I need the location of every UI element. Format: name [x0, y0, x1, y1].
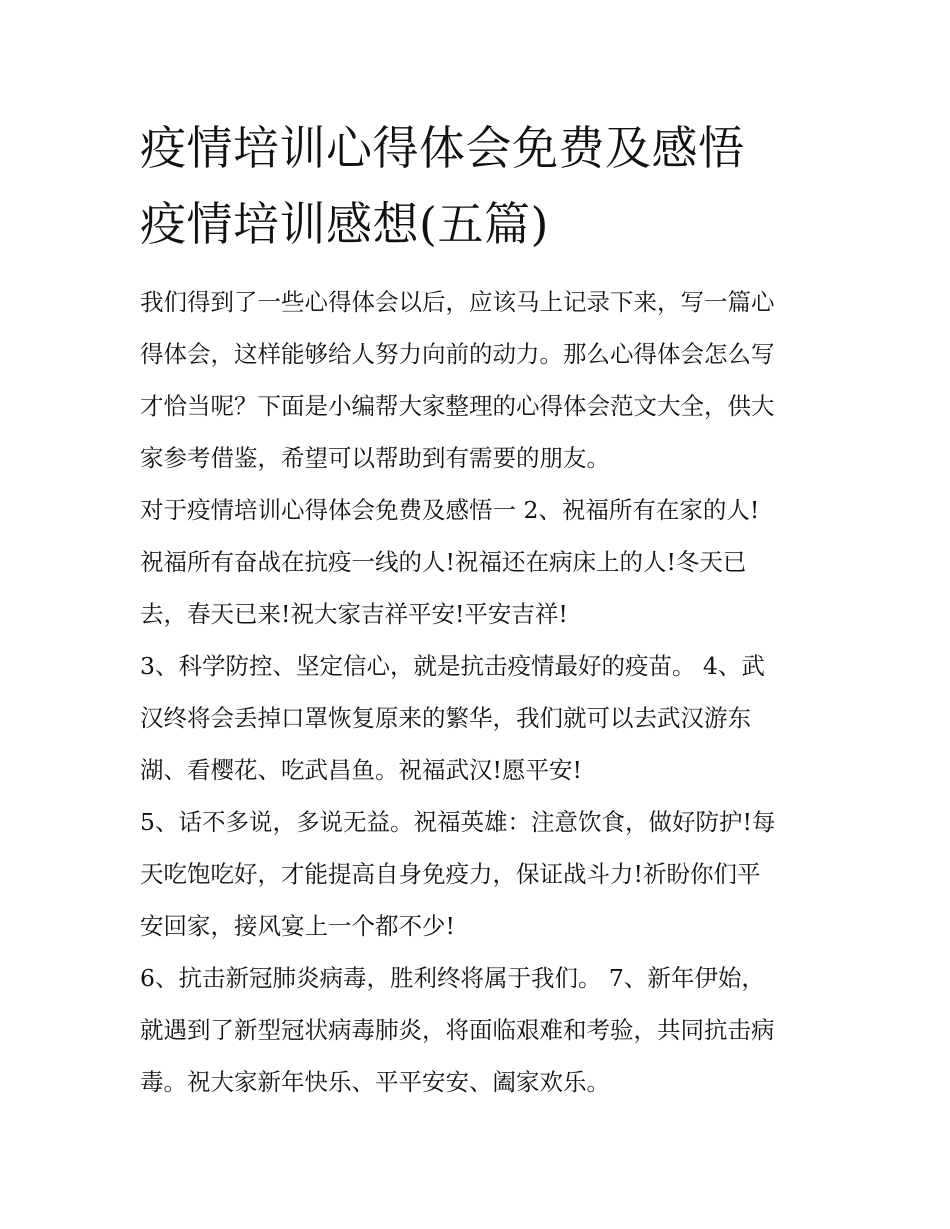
body-line: 毒。祝大家新年快乐、平平安安、阖家欢乐。	[140, 1068, 610, 1096]
body-line: 湖、看樱花、吃武昌鱼。祝福武汉!愿平安!	[140, 756, 582, 784]
body-line: 家参考借鉴，希望可以帮助到有需要的朋友。	[140, 444, 610, 472]
body-line: 我们得到了一些心得体会以后，应该马上记录下来，写一篇心	[140, 288, 775, 316]
body-line: 3、科学防控、坚定信心，就是抗击疫情最好的疫苗。 4、武	[140, 652, 765, 680]
document-body	[140, 276, 812, 1108]
body-line: 才恰当呢？下面是小编帮大家整理的心得体会范文大全，供大	[140, 392, 775, 420]
title-line-2: 疫情培训感想(五篇)	[140, 197, 549, 251]
body-line: 汉终将会丢掉口罩恢复原来的繁华，我们就可以去武汉游东	[140, 704, 751, 732]
body-line: 祝福所有奋战在抗疫一线的人!祝福还在病床上的人!冬天已	[140, 548, 747, 576]
body-line: 5、话不多说，多说无益。祝福英雄：注意饮食，做好防护!每	[140, 808, 776, 836]
body-line: 去，春天已来!祝大家吉祥平安!平安吉祥!	[140, 600, 568, 628]
body-line: 对于疫情培训心得体会免费及感悟一 2、祝福所有在家的人!	[140, 496, 760, 524]
body-line: 6、抗击新冠肺炎病毒，胜利终将属于我们。 7、新年伊始，	[140, 964, 765, 992]
body-line: 得体会，这样能够给人努力向前的动力。那么心得体会怎么写	[140, 340, 775, 368]
document-title	[140, 110, 812, 262]
body-line: 天吃饱吃好，才能提高自身免疫力，保证战斗力!祈盼你们平	[140, 860, 761, 888]
title-line-1: 疫情培训心得体会免费及感悟	[140, 121, 745, 175]
document-page	[140, 110, 812, 1108]
body-line: 就遇到了新型冠状病毒肺炎，将面临艰难和考验，共同抗击病	[140, 1016, 775, 1044]
body-line: 安回家，接风宴上一个都不少!	[140, 912, 455, 940]
